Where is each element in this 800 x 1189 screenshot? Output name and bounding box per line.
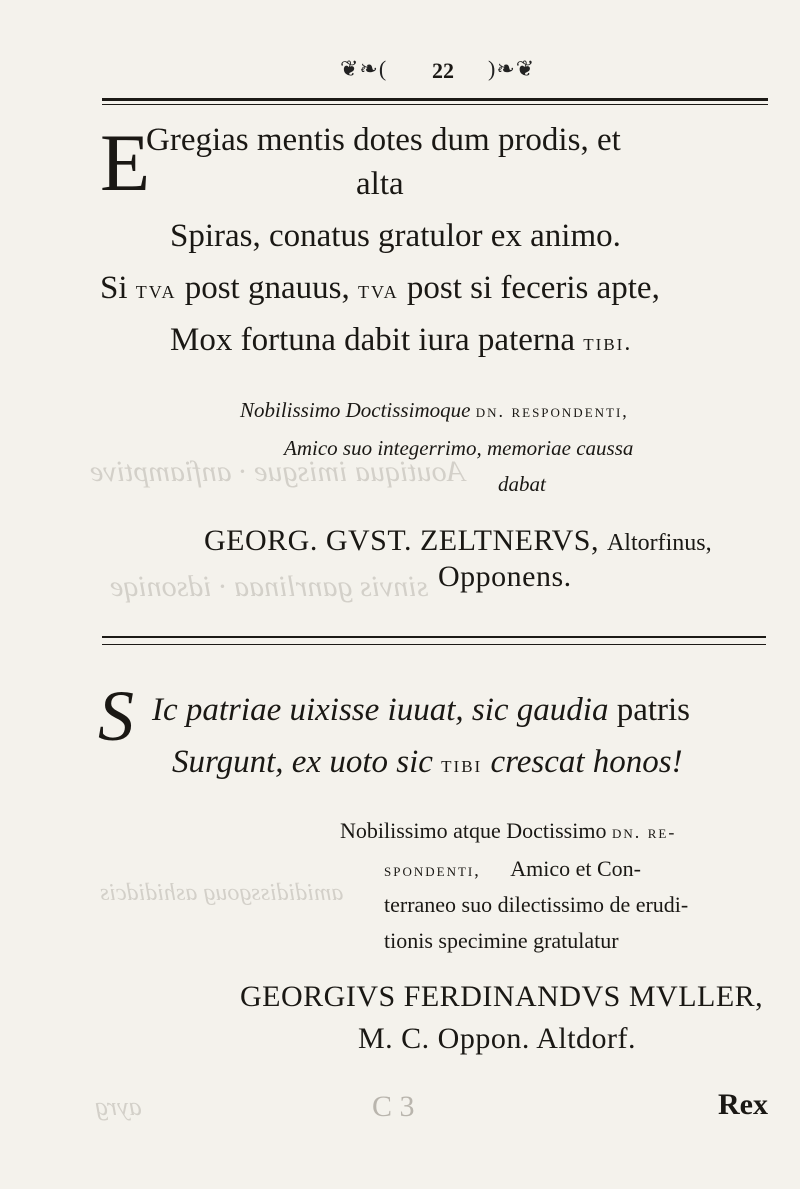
bleed-through-text: ayrg bbox=[95, 1092, 142, 1121]
dedication-2-line-3: terraneo suo dilectissimo de erudi- bbox=[384, 892, 689, 917]
signature-mark: C 3 bbox=[372, 1090, 415, 1123]
poem-1-line-1: Gregias mentis dotes dum prodis, et bbox=[146, 122, 621, 158]
dedication-2-line-2: spondenti, Amico et Con- bbox=[384, 856, 641, 881]
poem-1-line-4: Mox fortuna dabit iura paterna tibi. bbox=[170, 322, 633, 358]
poem-2-line-2: Surgunt, ex uoto sic tibi crescat honos! bbox=[172, 744, 683, 780]
section-divider bbox=[102, 636, 766, 638]
poem-1-line-1-continuation: alta bbox=[356, 166, 404, 202]
ornament-right: )❧❦ bbox=[488, 56, 536, 81]
poem-1-line-3: Si tva post gnauus, tva post si feceris apte, bbox=[100, 270, 660, 306]
signature-2-name: GEORGIVS FERDINANDVS MVLLER, bbox=[240, 980, 764, 1013]
bleed-through-text: amididissgoug ashididcis bbox=[100, 880, 344, 906]
poem-1-line-2: Spiras, conatus gratulor ex animo. bbox=[170, 218, 621, 254]
drop-cap-s: S bbox=[98, 676, 134, 756]
section-divider-thin bbox=[102, 644, 766, 645]
dedication-1-line-2: Amico suo integerrimo, memoriae caussa bbox=[284, 436, 634, 460]
drop-cap-e: E bbox=[100, 117, 151, 208]
page-number: 22 bbox=[432, 58, 454, 83]
ornament-left: ❦❧( bbox=[340, 56, 388, 81]
poem-2-line-1: Ic patriae uixisse iuuat, sic gaudia patris bbox=[152, 692, 691, 728]
header-rule bbox=[102, 98, 768, 101]
header-rule-thin bbox=[102, 104, 768, 105]
bleed-through-text: Aoutiqua imisgue · anfiamptive bbox=[90, 455, 465, 488]
dedication-2-line-1: Nobilissimo atque Doctissimo dn. re- bbox=[340, 818, 677, 843]
bleed-through-text: sinvis ganrlinaa · idsoniqe bbox=[110, 570, 429, 603]
signature-2-role: M. C. Oppon. Altdorf. bbox=[358, 1022, 637, 1055]
dedication-2-line-4: tionis specimine gratulatur bbox=[384, 928, 619, 953]
signature-1-role: Opponens. bbox=[438, 560, 572, 593]
dedication-1-line-3: dabat bbox=[498, 472, 546, 496]
catchword: Rex bbox=[718, 1088, 768, 1121]
signature-1-name: GEORG. GVST. ZELTNERVS, Altorfinus, bbox=[204, 524, 712, 557]
dedication-1-line-1: Nobilissimo Doctissimoque dn. respondenti, bbox=[240, 398, 629, 422]
